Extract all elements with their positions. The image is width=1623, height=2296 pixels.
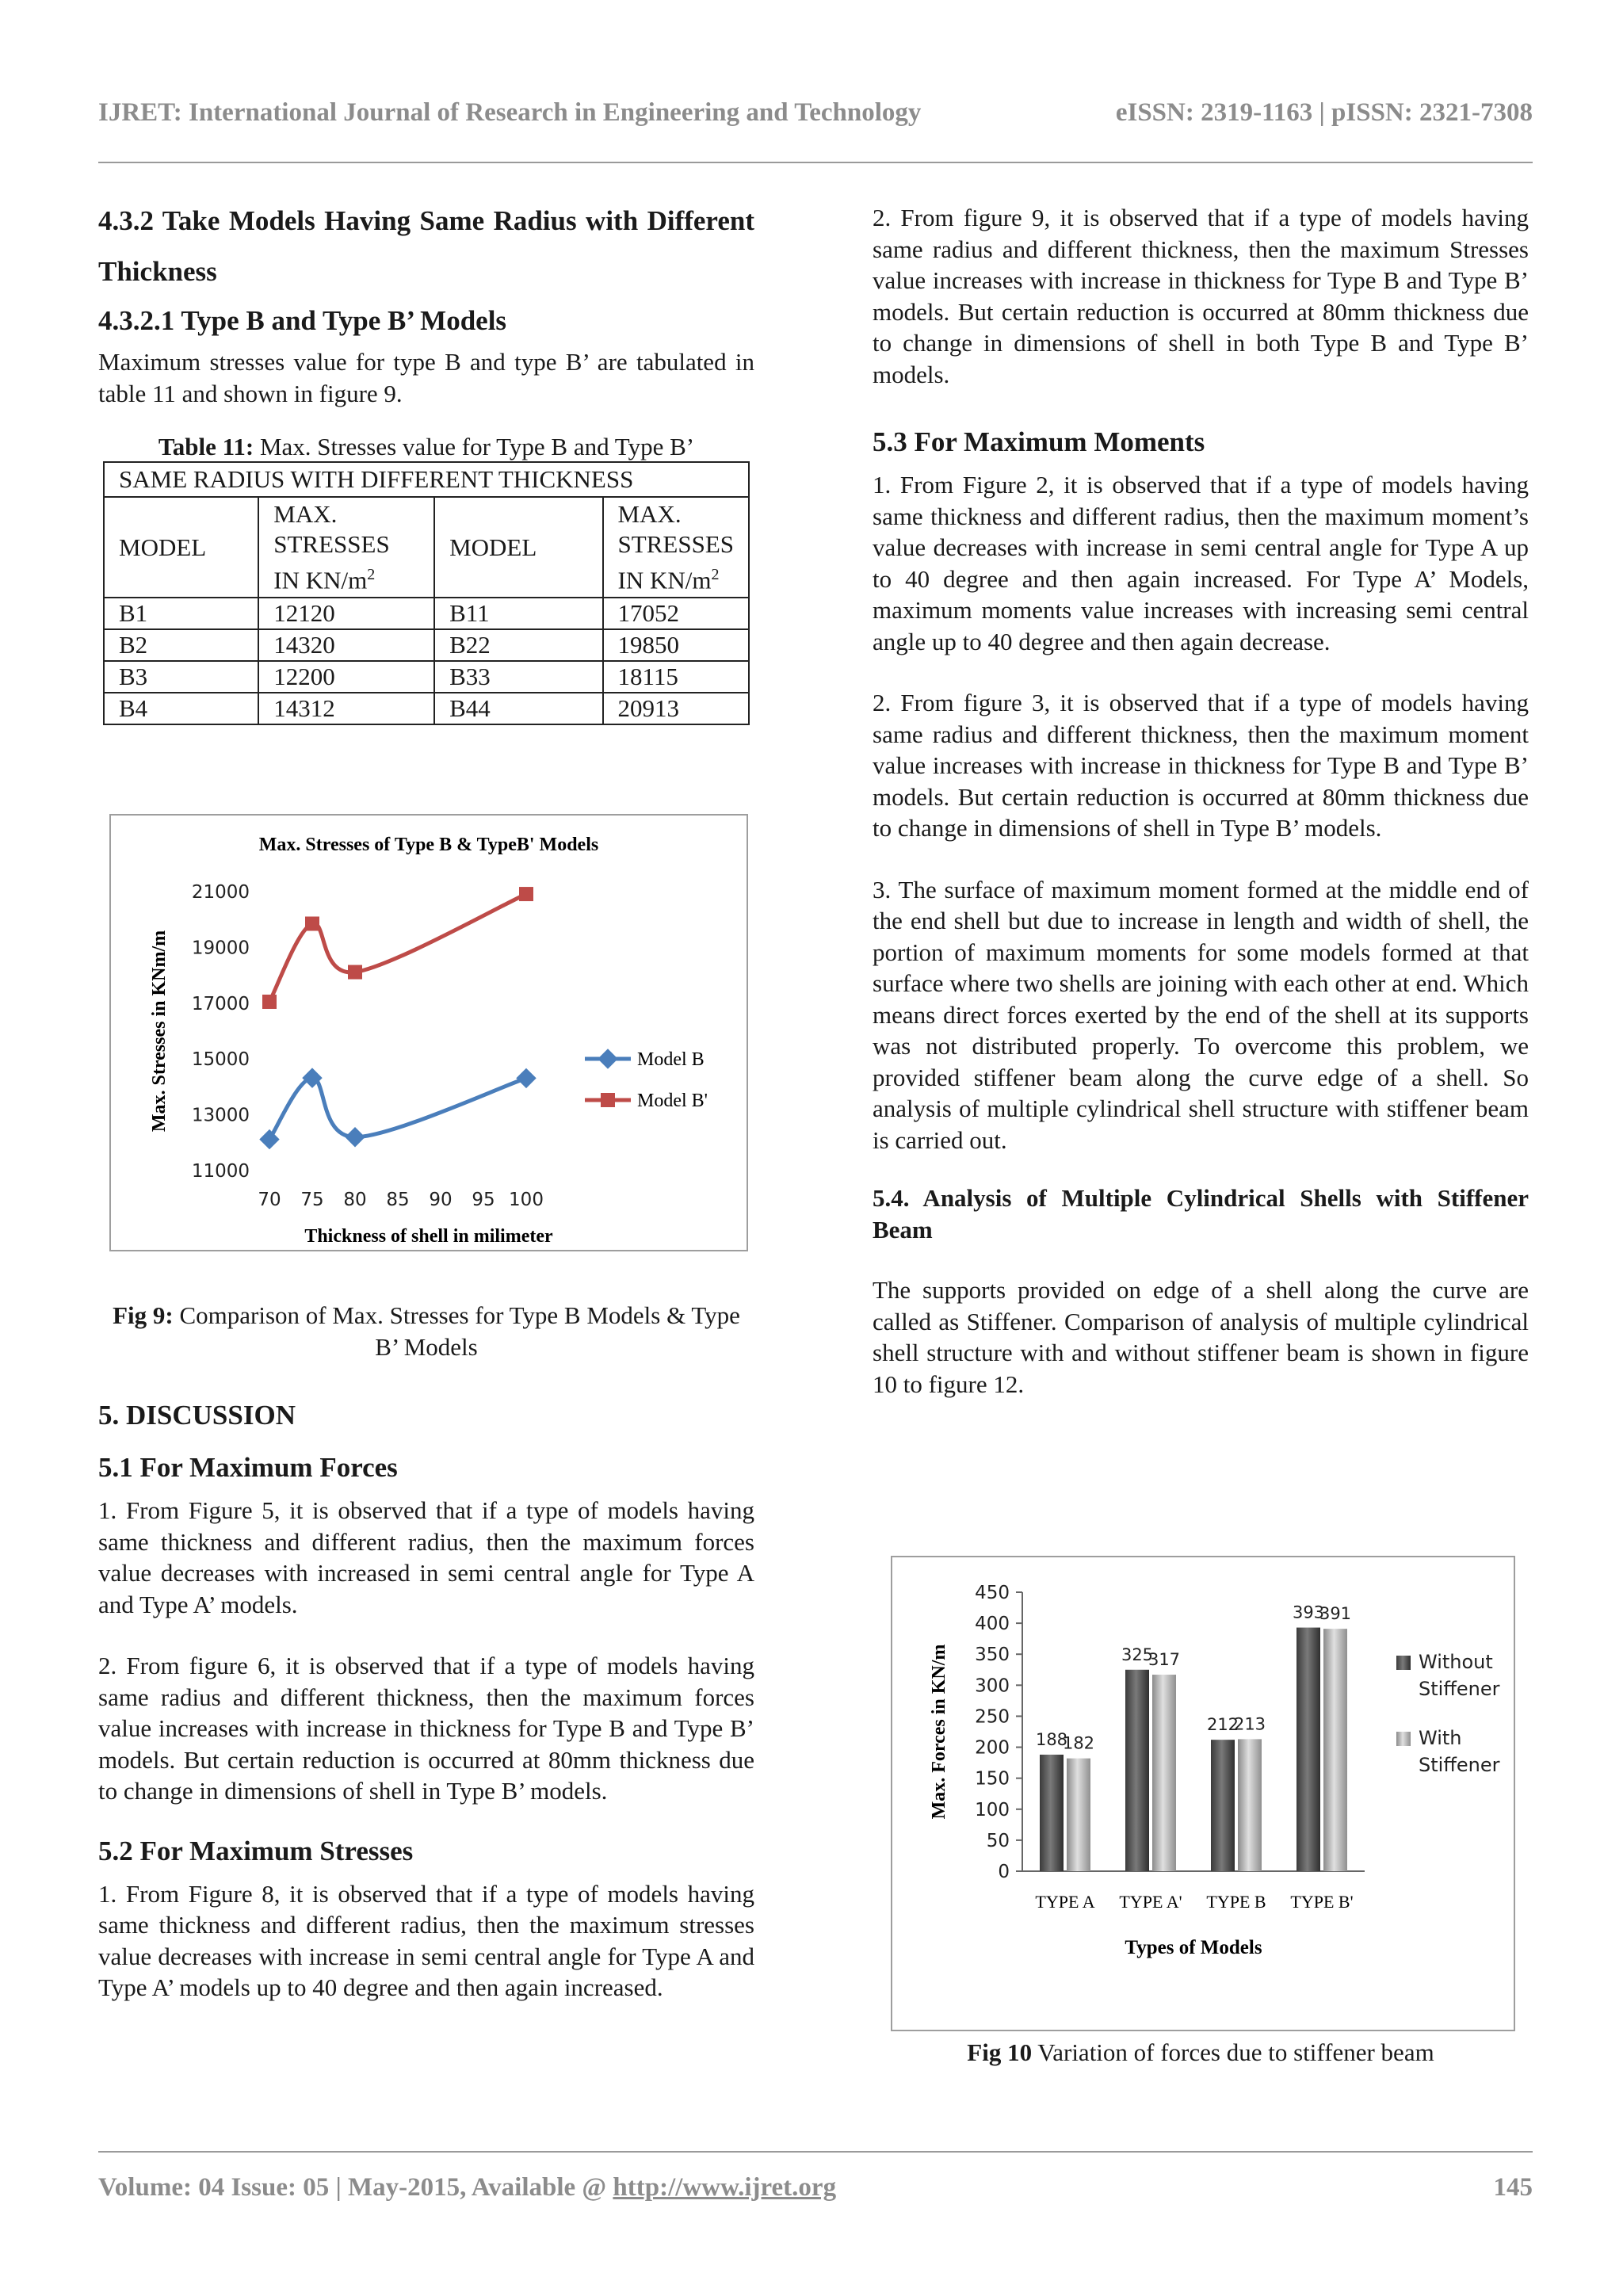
table-row: B2 14320 B22 19850 — [104, 629, 749, 661]
table-11-caption-text: Max. Stresses value for Type B and Type B’ — [254, 433, 695, 460]
data-point — [519, 887, 533, 901]
y-tick-label: 400 — [975, 1614, 1010, 1635]
running-header — [98, 98, 1533, 143]
x-axis-label: Thickness of shell in milimeter — [304, 1226, 553, 1247]
y-tick-label: 100 — [975, 1799, 1010, 1820]
y-tick-label: 0 — [998, 1862, 1010, 1882]
bar — [1067, 1759, 1090, 1871]
bar — [1296, 1628, 1320, 1871]
issn: eISSN: 2319-1163 | pISSN: 2321-7308 — [1115, 98, 1533, 127]
y-tick-label: 13000 — [191, 1105, 250, 1126]
journal-link[interactable]: http://www.ijret.org — [613, 2173, 837, 2202]
col-header-model-2: MODEL — [434, 497, 602, 598]
y-axis-label: Max. Stresses in KNm/m — [149, 930, 170, 1133]
data-point — [305, 916, 319, 930]
x-tick-label: TYPE A — [1035, 1892, 1095, 1912]
left-column-lower — [98, 1395, 754, 2004]
data-label: 325 — [1121, 1645, 1154, 1664]
figure-10-bar-chart — [892, 1557, 1514, 2030]
y-axis-label: Max. Forces in KN/m — [929, 1644, 949, 1820]
x-tick-label: 90 — [429, 1190, 453, 1210]
section-5-2-title: 5.2 For Maximum Stresses — [98, 1835, 414, 1866]
right-column — [873, 202, 1529, 1400]
x-tick-label: TYPE A' — [1119, 1892, 1182, 1912]
figure-9-caption: Fig 9: Comparison of Max. Stresses for Type B Models & Type B’ Models — [113, 1301, 740, 1361]
x-tick-label: 95 — [472, 1190, 495, 1210]
bar — [1040, 1755, 1064, 1871]
series-line-model-b — [269, 1078, 526, 1139]
data-point — [345, 1127, 365, 1147]
data-point — [348, 965, 362, 980]
bar — [1211, 1740, 1235, 1871]
y-tick-label: 150 — [975, 1768, 1010, 1790]
section-5-3-para-1: 1. From Figure 2, it is observed that if a type of models having same thickness and different radius, then the maximum moment’s value decreases with increase in semi central angle for Type A up to 40 degree and then again increased. For Type A’ Models, maximum moments value increases with increasing semi central angle up to 40 degree and then again decrease. — [873, 471, 1529, 655]
data-label: 213 — [1233, 1714, 1266, 1734]
data-point — [259, 1129, 279, 1149]
section-4-3-2-title: 4.3.2 Take Models Having Same Radius with Different Thickness — [98, 205, 754, 287]
legend-marker — [598, 1049, 617, 1068]
legend-swatch — [1396, 1732, 1411, 1746]
figure-10-caption: Fig 10 Variation of forces due to stiffener beam — [967, 2038, 1434, 2066]
y-tick-label: 450 — [975, 1583, 1010, 1603]
y-tick-label: 50 — [986, 1830, 1010, 1851]
y-tick-label: 17000 — [191, 993, 250, 1014]
section-5-2-para-1: 1. From Figure 8, it is observed that if a type of models having same thickness and different radius, then the maximum stresses value decreases with increase in semi central angle for Type A and Type A’ models up to 40 degree and then again increased. — [98, 1879, 754, 2001]
table-row: B1 12120 B11 17052 — [104, 598, 749, 629]
y-tick-label: 300 — [975, 1675, 1010, 1697]
table-11-caption — [98, 433, 754, 461]
legend-swatch — [1396, 1656, 1411, 1670]
data-label: 188 — [1035, 1729, 1068, 1749]
bar — [1238, 1739, 1262, 1871]
table-row: B4 14312 B44 20913 — [104, 693, 749, 724]
section-5-4-title: 5.4. Analysis of Multiple Cylindrical Shells with Stiffener Beam — [873, 1184, 1529, 1244]
data-label: 212 — [1206, 1715, 1239, 1735]
x-tick-label: 100 — [509, 1190, 544, 1210]
bar — [1125, 1670, 1149, 1871]
x-tick-label: 85 — [386, 1190, 410, 1210]
legend-marker — [601, 1093, 615, 1107]
x-tick-label: 70 — [258, 1190, 281, 1210]
legend-label: With — [1419, 1727, 1462, 1749]
x-tick-label: TYPE B — [1206, 1892, 1266, 1912]
legend-label: Stiffener — [1419, 1678, 1500, 1700]
journal-name: IJRET: International Journal of Research in Engineering and Technology — [98, 98, 922, 127]
figure-9-line-chart — [111, 816, 747, 1250]
figure-10-frame — [891, 1556, 1515, 2031]
page-number: 145 — [1493, 2173, 1533, 2202]
data-label: 391 — [1319, 1604, 1352, 1624]
data-label: 393 — [1292, 1603, 1325, 1622]
y-tick-label: 250 — [975, 1706, 1010, 1728]
chart-title: Max. Stresses of Type B & TypeB' Models — [258, 835, 599, 855]
header-rule — [98, 162, 1533, 163]
x-axis-label: Types of Models — [1125, 1937, 1262, 1958]
x-tick-label: 75 — [300, 1190, 324, 1210]
figure-9-frame — [109, 814, 748, 1251]
y-tick-label: 11000 — [191, 1161, 250, 1182]
data-point — [516, 1068, 536, 1088]
y-tick-label: 200 — [975, 1737, 1010, 1759]
section-4-3-2-1-text: Maximum stresses value for type B and type B’ are tabulated in table 11 and shown in figure 9. — [98, 348, 754, 407]
bar — [1323, 1629, 1347, 1871]
section-5-3-title: 5.3 For Maximum Moments — [873, 426, 1205, 457]
x-tick-label: 80 — [343, 1190, 367, 1210]
section-5-1-para-1: 1. From Figure 5, it is observed that if a type of models having same thickness and different radius, then the maximum forces value decreases with increased in semi central angle for Type A and Type A’ models. — [98, 1496, 754, 1618]
data-point — [262, 995, 277, 1009]
y-tick-label: 19000 — [191, 938, 250, 959]
legend-label: Without — [1419, 1651, 1493, 1673]
y-tick-label: 15000 — [191, 1049, 250, 1071]
section-5-3-para-3: 3. The surface of maximum moment formed at the middle end of the end shell but due to increase in length and width of shell, the portion of maximum moments for some models formed at that surface where two shells are joining with each other at end. Which means direct forces exerted by the end of the shell at its supports was not distributed properly. To overcome this problem, we provided stiffener beam along the curve edge of a shell. So analysis of multiple cylindrical shell structure with stiffener beam is carried out. — [873, 875, 1529, 1154]
section-5-1-para-2: 2. From figure 6, it is observed that if a type of models having same radius and different thickness, then the maximum forces value increases with increase in thickness for Type B and Type B’ models. But certain reduction is occurred at 80mm thickness due to change in dimensions of shell in Type B’ models. — [98, 1652, 754, 1805]
data-label: 182 — [1062, 1733, 1095, 1753]
footer-volume: Volume: 04 Issue: 05 | May-2015, Available @ http://www.ijret.org — [98, 2173, 837, 2202]
table-header-span: SAME RADIUS WITH DIFFERENT THICKNESS — [104, 462, 749, 497]
y-tick-label: 21000 — [191, 882, 250, 903]
x-tick-label: TYPE B' — [1290, 1892, 1354, 1912]
series-line-model-b-prime — [269, 894, 526, 1002]
col-header-stress: MAX. STRESSES IN $KN/m^2$ — [258, 497, 434, 598]
table-row: B3 12200 B33 18115 — [104, 661, 749, 693]
section-5-3-para-2: 2. From figure 3, it is observed that if a type of models having same radius and different thickness, then the maximum moment value increases with increase in thickness for Type B and Type B’ models. But certain reduction is occurred at 80mm thickness due to change in dimensions of shell in Type B’ models. — [873, 689, 1529, 842]
y-tick-label: 350 — [975, 1645, 1010, 1666]
legend-label: Stiffener — [1419, 1754, 1500, 1776]
col-header-stress-2: MAX. STRESSES IN $KN/m^2$ — [603, 497, 749, 598]
footer-rule — [98, 2151, 1533, 2153]
section-5-2-para-2: 2. From figure 9, it is observed that if a type of models having same radius and different thickness, then the maximum Stresses value increases with increase in thickness for Type B and Type B’ models. But certain reduction is occurred at 80mm thickness due to change in dimensions of shell in both Type B and Type B’ models. — [873, 204, 1529, 388]
table-11-caption-label: Table 11: — [158, 433, 254, 460]
legend-label: Model B' — [637, 1091, 708, 1111]
bar — [1152, 1675, 1176, 1871]
data-label: 317 — [1148, 1650, 1181, 1670]
section-5-1-title: 5.1 For Maximum Forces — [98, 1452, 398, 1483]
table-11 — [103, 461, 750, 725]
section-5-4-para-1: The supports provided on edge of a shell along the curve are called as Stiffener. Comparison of analysis of multiple cylindrical shell structure with and without stiffener beam is shown in figure 10 to figure 12. — [873, 1276, 1529, 1398]
col-header-model: MODEL — [104, 497, 258, 598]
section-4-3-2-1-title: 4.3.2.1 Type B and Type B’ Models — [98, 305, 507, 336]
section-5-title: 5. DISCUSSION — [98, 1400, 296, 1431]
left-column — [98, 196, 754, 725]
legend-label: Model B — [637, 1049, 705, 1070]
